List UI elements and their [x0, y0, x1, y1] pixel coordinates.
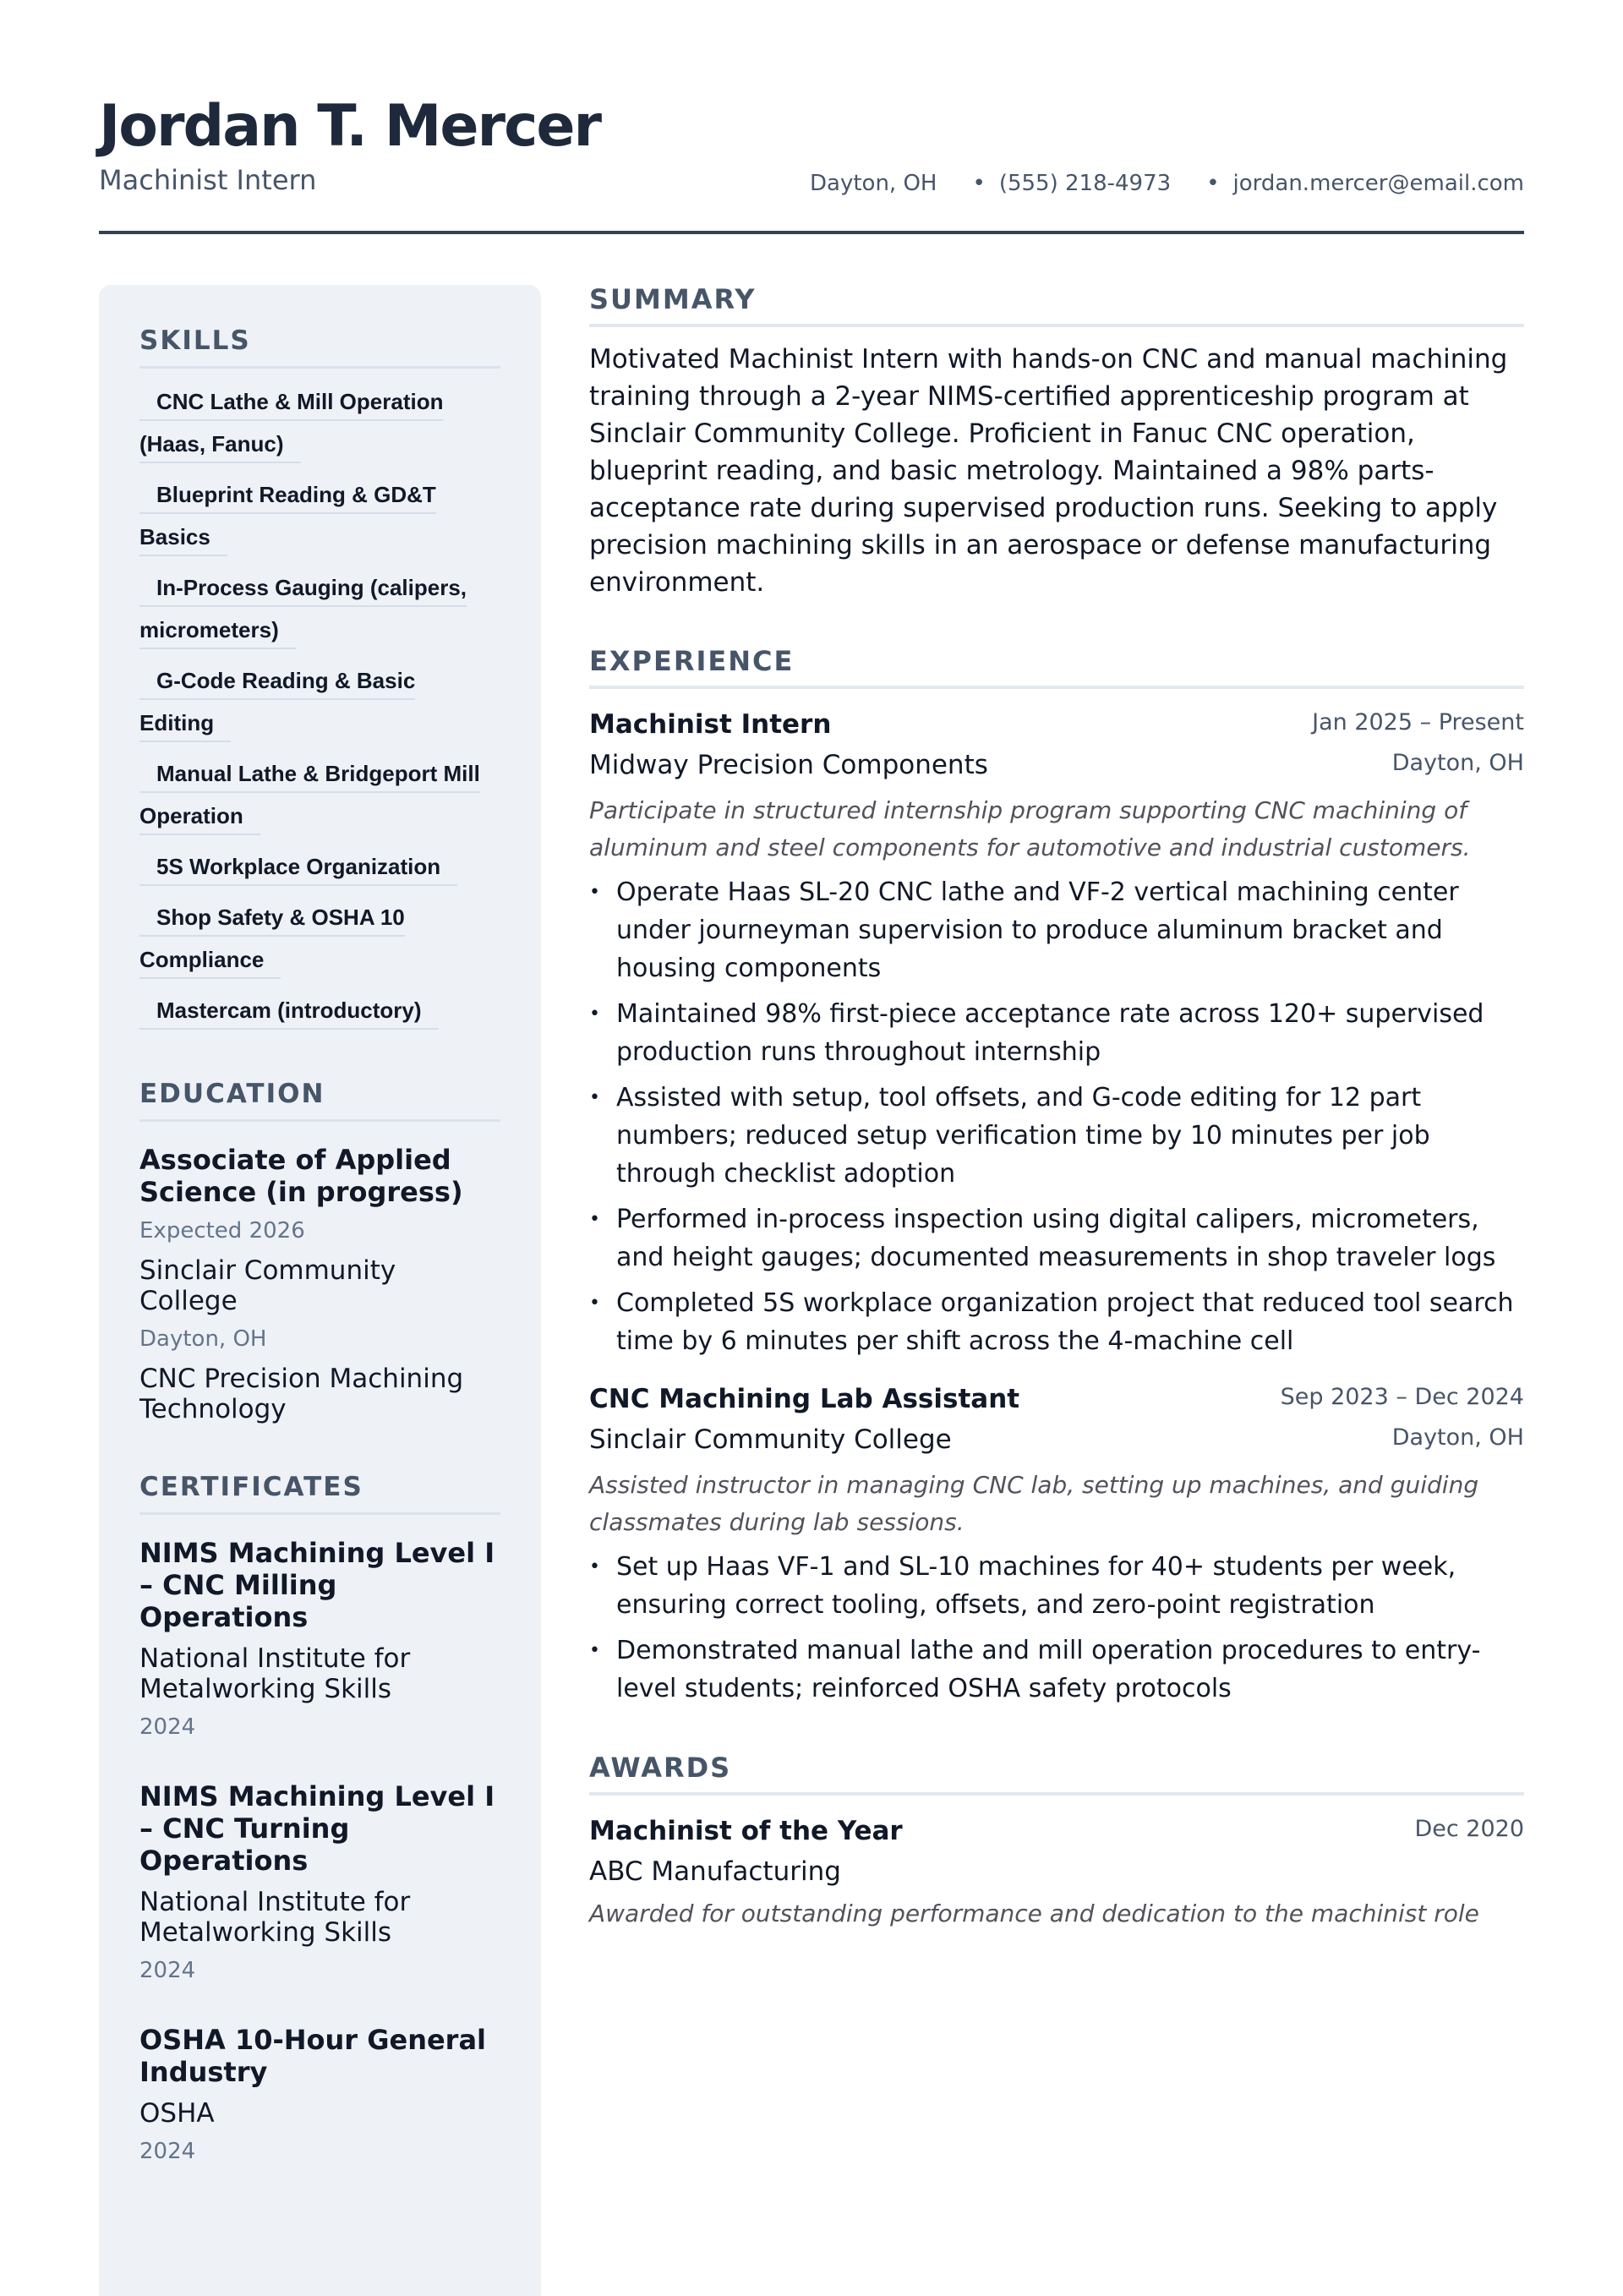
awards-section [589, 1752, 1524, 1932]
job-description: Participate in structured internship program supporting CNC machining of aluminum and steel components for automotive and industrial customers. [589, 796, 1471, 861]
award-entry [589, 1812, 1524, 1932]
award-description: Awarded for outstanding performance and dedication to the machinist role [589, 1900, 1479, 1927]
certificate-entry [139, 2024, 500, 2166]
bullet-separator: • [972, 171, 986, 196]
bullet-item: • Performed in-process inspection using digital calipers, micrometers, and height gauges; documented measurements in shop traveler logs [589, 1200, 1524, 1276]
certificates-heading: CERTIFICATES [139, 1472, 500, 1515]
job-title: Machinist Intern [589, 709, 832, 740]
school-location: Dayton, OH [139, 1326, 267, 1352]
main-column [589, 283, 1524, 1932]
education-entry [139, 1144, 500, 1424]
job-entry [589, 1380, 1524, 1708]
expected-date: Expected 2026 [139, 1218, 305, 1244]
candidate-role: Machinist Intern [99, 164, 317, 196]
skill-item: Shop Safety & OSHA 10 Compliance [139, 896, 500, 981]
certificate-title: NIMS Machining Level I – CNC Milling Operations [139, 1537, 495, 1633]
job-company: Midway Precision Components [589, 750, 988, 780]
job-location: Dayton, OH [1391, 1424, 1524, 1451]
certificate-title: OSHA 10-Hour General Industry [139, 2024, 487, 2088]
job-bullets [589, 1548, 1524, 1708]
skill-item: CNC Lathe & Mill Operation (Haas, Fanuc) [139, 380, 500, 465]
job-dates: Jan 2025 – Present [1312, 709, 1524, 735]
experience-section [589, 645, 1524, 1708]
job-title: CNC Machining Lab Assistant [589, 1384, 1020, 1414]
certificates-section [139, 1472, 500, 2166]
certificate-year: 2024 [139, 2139, 196, 2164]
award-title: Machinist of the Year [589, 1816, 903, 1846]
job-dates: Sep 2023 – Dec 2024 [1280, 1384, 1524, 1410]
bullet-item: • Maintained 98% first-piece acceptance rate across 120+ supervised production runs throughout internship [589, 995, 1524, 1071]
skill-item: Manual Lathe & Bridgeport Mill Operation [139, 752, 500, 837]
sidebar [99, 285, 541, 2296]
bullet-item: • Completed 5S workplace organization project that reduced tool search time by 6 minutes per shift across the 4-machine cell [589, 1284, 1524, 1360]
summary-text: Motivated Machinist Intern with hands-on CNC and manual machining training through a 2-year NIMS-certified apprenticeship program at Sinclair Community College. Proficient in Fanuc CNC operation, blueprint reading, and basic metrology. Maintained a 98% parts-acceptance rate during supervised production runs. Seeking to apply precision machining skills in an aerospace or defense manufacturing environment. [589, 344, 1508, 598]
degree-title: Associate of Applied Science (in progress) [139, 1144, 463, 1208]
bullet-item: • Assisted with setup, tool offsets, and G-code editing for 12 part numbers; reduced setup verification time by 10 minutes per job through checklist adoption [589, 1079, 1524, 1193]
job-entry [589, 706, 1524, 1360]
skill-item: G-Code Reading & Basic Editing [139, 659, 500, 744]
certificate-year: 2024 [139, 1958, 196, 1983]
job-location: Dayton, OH [1391, 750, 1524, 776]
job-company: Sinclair Community College [589, 1424, 952, 1455]
resume-header [99, 91, 1524, 201]
certificate-issuer: OSHA [139, 2098, 215, 2129]
certificate-title: NIMS Machining Level I – CNC Turning Operations [139, 1780, 495, 1877]
award-date: Dec 2020 [1414, 1816, 1524, 1842]
skill-item: 5S Workplace Organization [139, 845, 500, 888]
education-section [139, 1079, 500, 1424]
contact-location: Dayton, OH [810, 171, 937, 196]
bullet-separator: • [1206, 171, 1220, 196]
certificate-issuer: National Institute for Metalworking Skills [139, 1887, 411, 1948]
certificate-issuer: National Institute for Metalworking Skills [139, 1643, 411, 1704]
award-organization: ABC Manufacturing [589, 1856, 841, 1887]
awards-heading: AWARDS [589, 1752, 1524, 1796]
skill-item: In-Process Gauging (calipers, micrometers) [139, 566, 500, 651]
certificate-year: 2024 [139, 1714, 196, 1740]
summary-heading: SUMMARY [589, 283, 1524, 327]
skill-item: Blueprint Reading & GD&T Basics [139, 473, 500, 558]
header-divider [99, 231, 1524, 234]
skills-heading: SKILLS [139, 325, 500, 369]
contact-email: jordan.mercer@email.com [1232, 171, 1524, 196]
bullet-item: • Demonstrated manual lathe and mill operation procedures to entry-level students; reinforced OSHA safety protocols [589, 1632, 1524, 1708]
job-bullets [589, 873, 1524, 1360]
contact-info [810, 171, 1524, 196]
job-description: Assisted instructor in managing CNC lab, setting up machines, and guiding classmates during lab sessions. [589, 1471, 1479, 1536]
skills-list [139, 380, 500, 1031]
bullet-item: • Operate Haas SL-20 CNC lathe and VF-2 vertical machining center under journeyman supervision to produce aluminum bracket and housing components [589, 873, 1524, 987]
certificate-entry [139, 1780, 500, 1985]
program-name: CNC Precision Machining Technology [139, 1364, 464, 1424]
candidate-name: Jordan T. Mercer [99, 93, 601, 160]
contact-phone: (555) 218-4973 [998, 171, 1172, 196]
header-subrow [99, 164, 1524, 201]
skill-item: Mastercam (introductory) [139, 989, 500, 1031]
education-heading: EDUCATION [139, 1079, 500, 1122]
certificate-entry [139, 1537, 500, 1741]
bullet-item: • Set up Haas VF-1 and SL-10 machines for 40+ students per week, ensuring correct tooling, offsets, and zero-point registration [589, 1548, 1524, 1624]
experience-heading: EXPERIENCE [589, 645, 1524, 689]
school-name: Sinclair Community College [139, 1255, 396, 1316]
